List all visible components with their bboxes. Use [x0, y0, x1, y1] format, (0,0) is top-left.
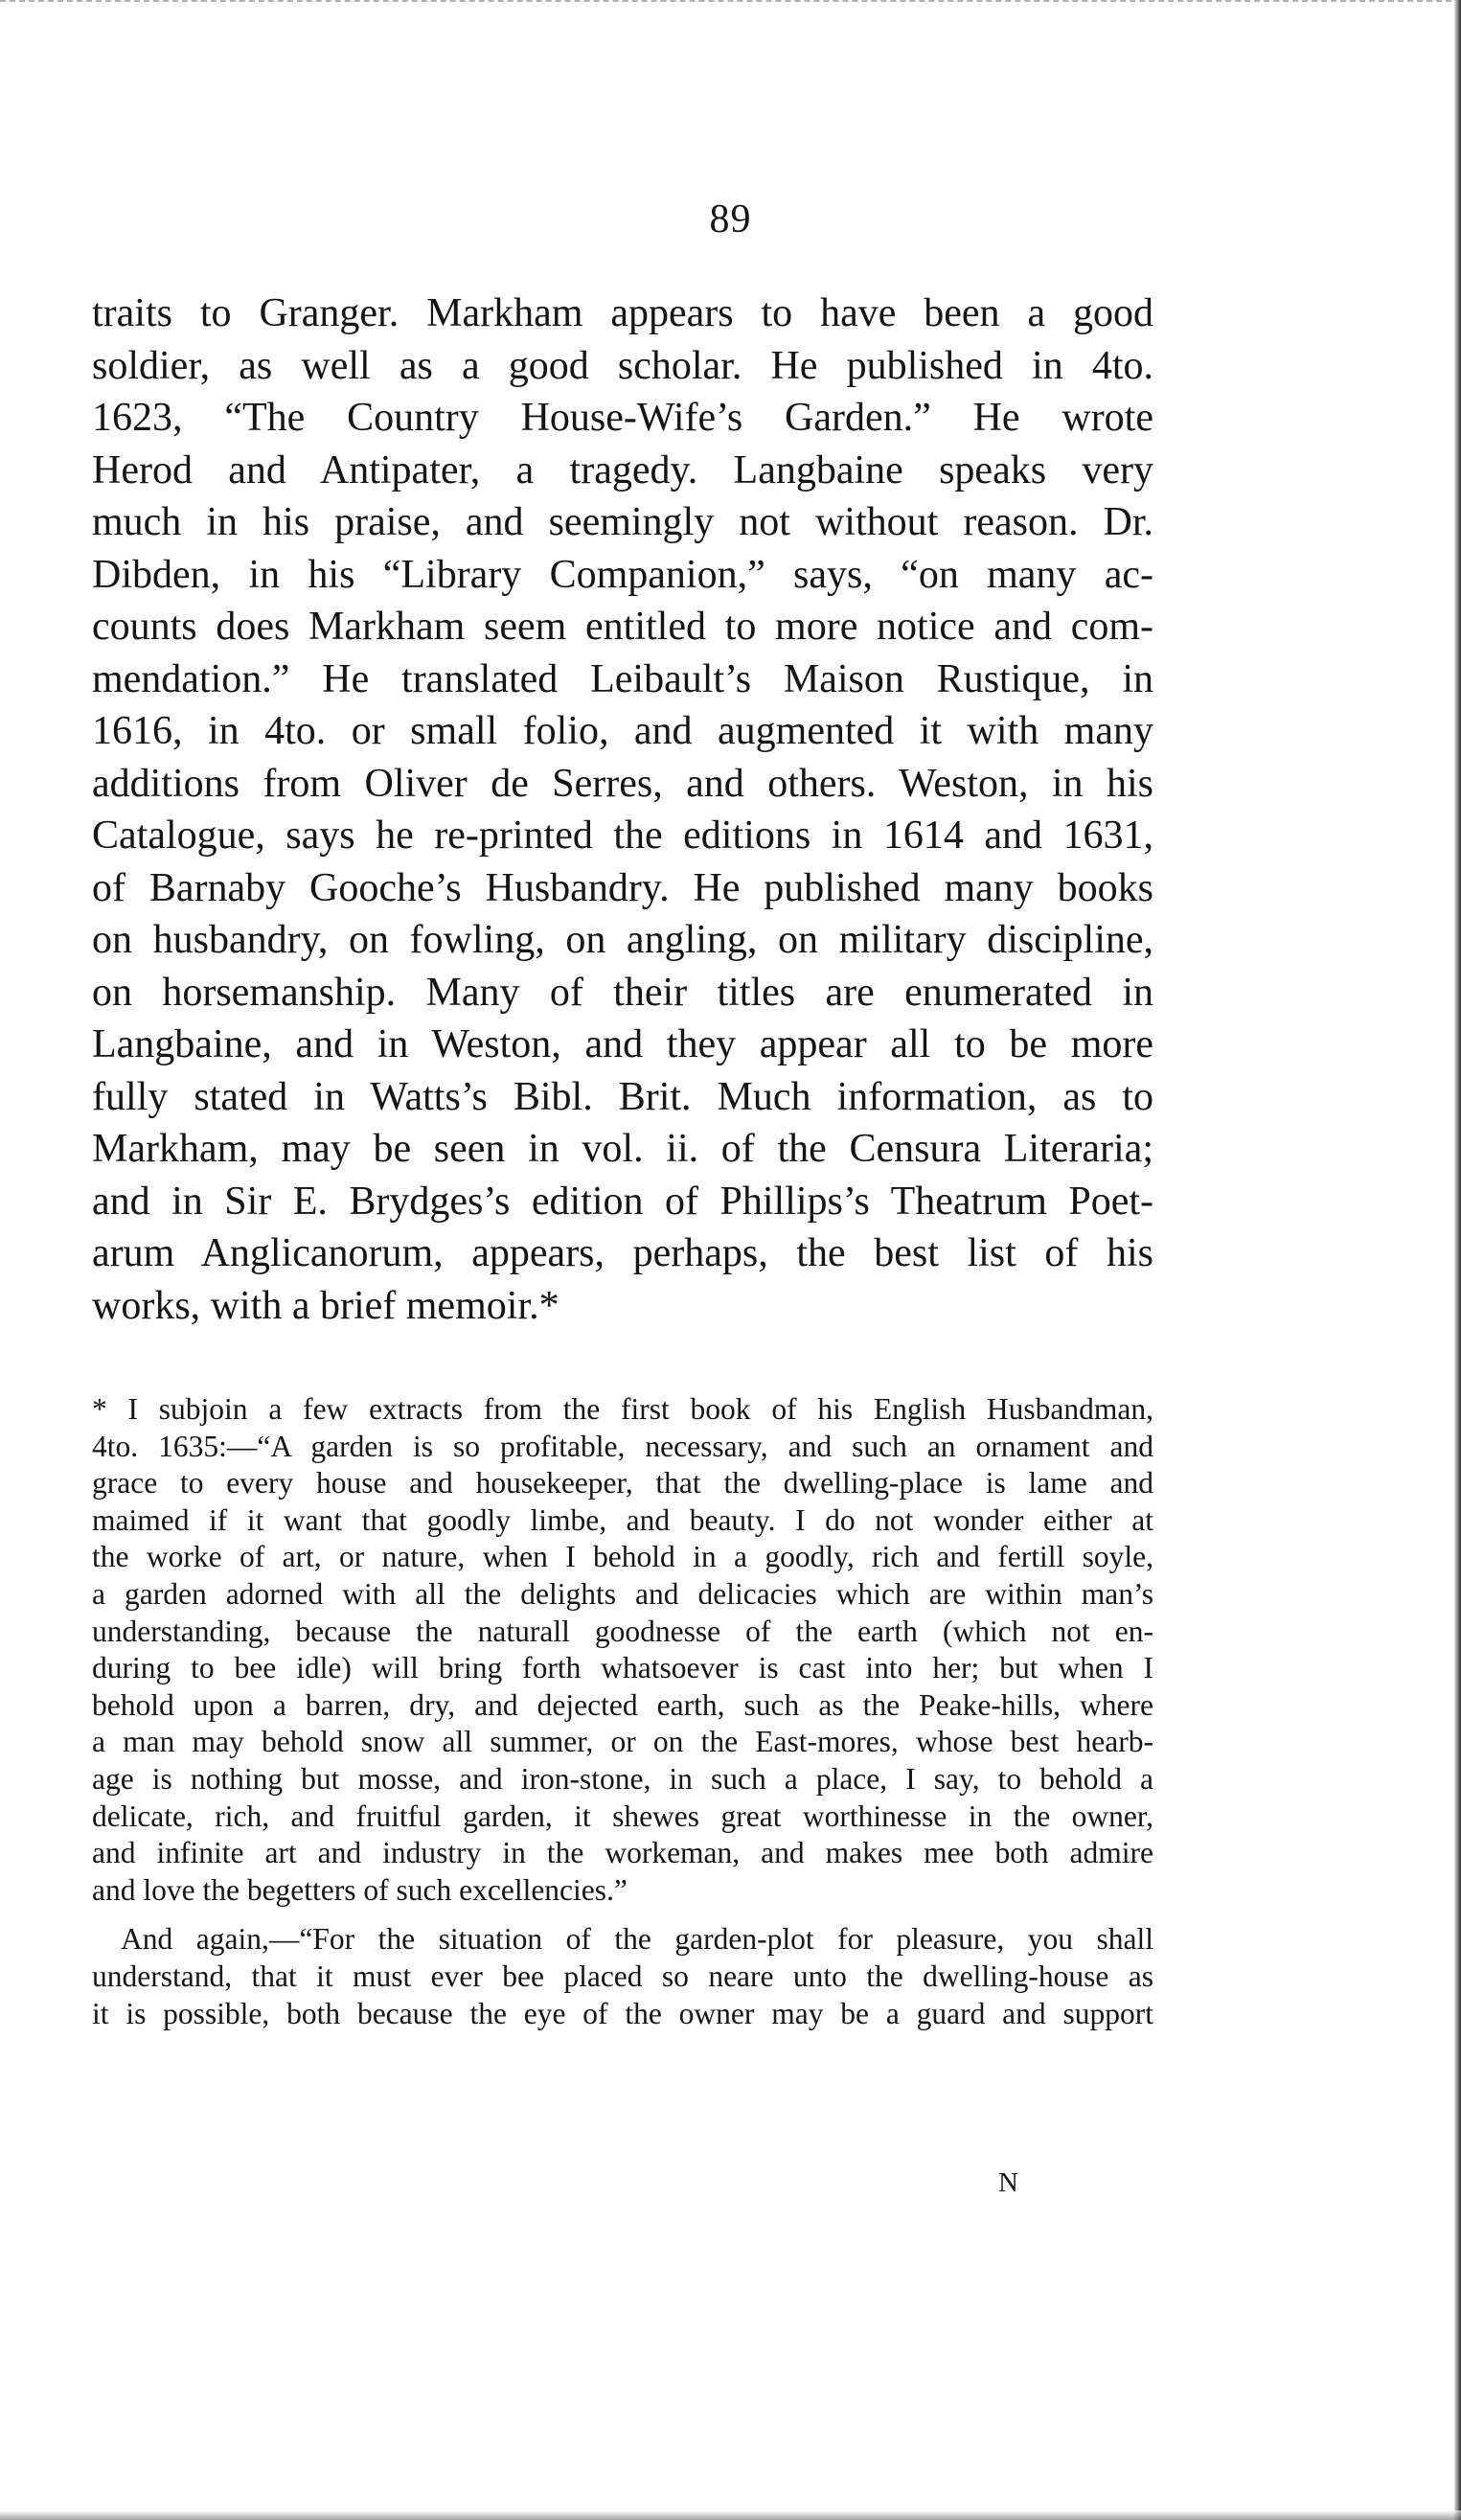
footnote-line: And again,—“For the situation of the garden-plot for pleasure, you shall — [121, 1922, 1153, 1957]
page-bottom-edge — [0, 2510, 1461, 2520]
footnote-line: behold upon a barren, dry, and dejected earth, such as the Peake-hills, where — [92, 1687, 1153, 1722]
footnote-line: understand, that it must ever bee placed so neare unto the dwelling-house as — [92, 1959, 1153, 1993]
footnote-line: age is nothing but mosse, and iron-stone, in such a place, I say, to behold a — [92, 1761, 1153, 1796]
footnote-line: and infinite art and industry in the workeman, and makes mee both admire — [92, 1836, 1153, 1870]
main-text-line: Catalogue, says he re-printed the editions in 1614 and 1631, — [92, 813, 1153, 858]
footnote-line: during to bee idle) will bring forth whatsoever is cast into her; but when I — [92, 1651, 1153, 1685]
footnote-line: a garden adorned with all the delights and delicacies which are within man’s — [92, 1576, 1153, 1611]
page-top-edge — [0, 0, 1461, 8]
main-text-line: on husbandry, on fowling, on angling, on military discipline, — [92, 918, 1153, 962]
main-text-line: Langbaine, and in Weston, and they appear all to be more — [92, 1022, 1153, 1066]
main-text-line: works, with a brief memoir.* — [92, 1283, 559, 1328]
footnote-line: a man may behold snow all summer, or on the East-mores, whose best hearb- — [92, 1725, 1153, 1759]
main-text-line: Markham, may be seen in vol. ii. of the Censura Literaria; — [92, 1127, 1153, 1171]
footnote-line: maimed if it want that goodly limbe, and beauty. I do not wonder either at — [92, 1502, 1153, 1537]
footnote-line: understanding, because the naturall goodnesse of the earth (which not en- — [92, 1614, 1153, 1648]
main-text-line: much in his praise, and seemingly not without reason. Dr. — [92, 500, 1153, 544]
footnote-paragraph-gap — [92, 1909, 1153, 1921]
page-number: 89 — [709, 197, 752, 241]
footnote — [92, 1391, 1153, 2032]
footnote-line: it is possible, both because the eye of the owner may be a guard and support — [92, 1996, 1153, 2030]
footnote-line: the worke of art, or nature, when I behold in a goodly, rich and fertill soyle, — [92, 1540, 1153, 1574]
main-text-line: Dibden, in his “Library Companion,” says, “on many ac- — [92, 552, 1153, 597]
footnote-line: 4to. 1635:—“A garden is so profitable, necessary, and such an ornament and — [92, 1429, 1153, 1463]
main-text-line: and in Sir E. Brydges’s edition of Phillips’s Theatrum Poet- — [92, 1179, 1153, 1224]
main-text-line: Herod and Antipater, a tragedy. Langbaine speaks very — [92, 447, 1153, 493]
main-text-line: mendation.” He translated Leibault’s Maison Rustique, in — [92, 656, 1153, 701]
main-text-line: on horsemanship. Many of their titles are enumerated in — [92, 970, 1153, 1015]
main-text-line: additions from Oliver de Serres, and others. Weston, in his — [92, 761, 1153, 806]
footnote-line: * I subjoin a few extracts from the first book of his English Husbandman, — [92, 1392, 1153, 1426]
main-text-line: 1623, “The Country House-Wife’s Garden.” He wrote — [92, 396, 1153, 440]
main-text-line: traits to Granger. Markham appears to have been a good — [92, 291, 1153, 335]
main-text-line: fully stated in Watts’s Bibl. Brit. Much information, as to — [92, 1074, 1153, 1119]
main-text-line: of Barnaby Gooche’s Husbandry. He published many books — [92, 865, 1153, 910]
main-text-line: 1616, in 4to. or small folio, and augmented it with many — [92, 709, 1153, 753]
footnote-line: delicate, rich, and fruitful garden, it shewes great worthinesse in the owner, — [92, 1798, 1153, 1833]
main-text-line: counts does Markham seem entitled to more notice and com- — [92, 605, 1153, 649]
signature-mark: N — [998, 2167, 1019, 2198]
main-text-body — [92, 287, 1153, 1332]
page-right-edge — [1453, 0, 1461, 2520]
footnote-line: and love the begetters of such excellencies.” — [92, 1872, 628, 1907]
main-text-line: arum Anglicanorum, appears, perhaps, the best list of his — [92, 1231, 1153, 1275]
main-text-line: soldier, as well as a good scholar. He published in 4to. — [92, 343, 1153, 388]
footnote-line: grace to every house and housekeeper, that the dwelling-place is lame and — [92, 1466, 1153, 1501]
